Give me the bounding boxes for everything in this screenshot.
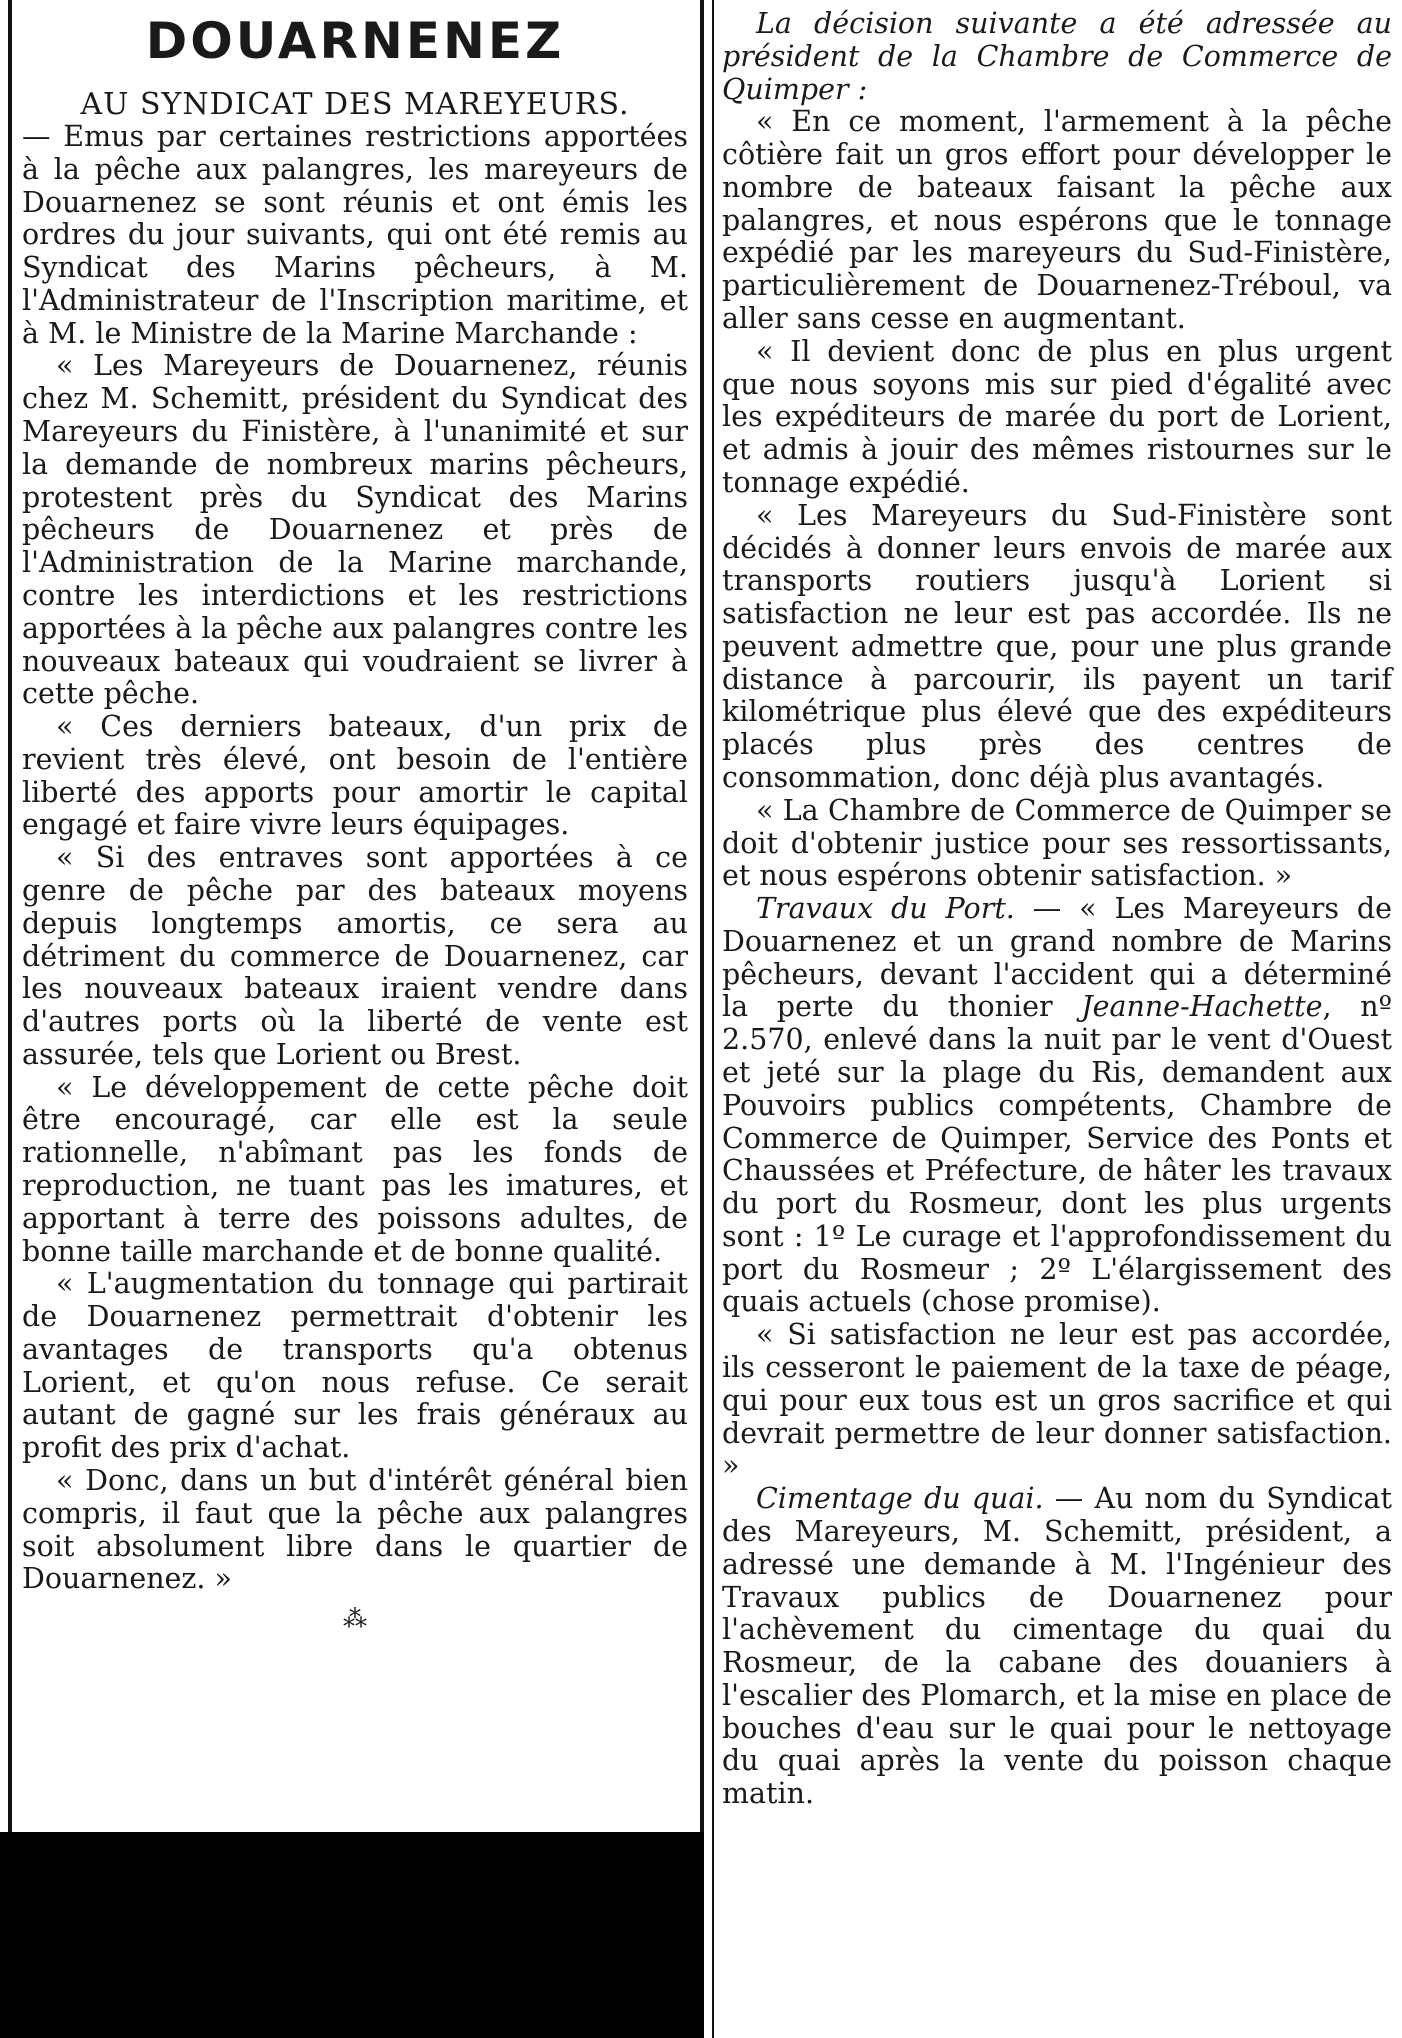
quay-heading: Cimentage du quai. <box>756 1482 1044 1516</box>
masthead: DOUARNENEZ <box>145 12 565 70</box>
article-paragraph: « Ces derniers bateaux, d'un prix de revient très élevé, ont besoin de l'entière liberté des apports pour amortir le capital engagé et faire vivre leurs équipages. <box>22 710 688 842</box>
quay-paragraph <box>722 1483 1392 1811</box>
boat-name: Jeanne-Hachette <box>1081 990 1323 1024</box>
article-paragraph: — Emus par certaines restrictions apportées à la pêche aux palangres, les mareyeurs de Douarnenez se sont réunis et ont émis les ordres du jour suivants, qui ont été remis au Syndicat des Marins pêcheurs, à M. l'Administrateur de l'Inscription maritime, et à M. le Ministre de la Marine Marchande : <box>22 120 688 350</box>
port-works-heading: Travaux du Port. <box>756 892 1015 926</box>
redacted-black-area <box>0 1832 704 2038</box>
left-column <box>22 0 688 1632</box>
article-paragraph: « Si satisfaction ne leur est pas accordée, ils cesseront le paiement de la taxe de péage, qui pour eux tous est un gros sacrifice et qui devrait permettre de leur donner satisfaction. » <box>722 1318 1392 1483</box>
column-divider-secondary <box>712 0 714 2038</box>
right-column <box>722 0 1392 1811</box>
section-separator: ⁂ <box>343 1605 367 1634</box>
column-divider <box>700 0 704 2038</box>
article-paragraph: « L'augmentation du tonnage qui partirait de Douarnenez permettrait d'obtenir les avantages de transports qu'a obtenus Lorient, et qu'on nous refuse. Ce serait autant de gagné sur les frais généraux au profit des prix d'achat. <box>22 1267 688 1465</box>
article-paragraph: « En ce moment, l'armement à la pêche côtière fait un gros effort pour développer le nombre de bateaux faisant la pêche aux palangres, et nous espérons que le tonnage expédié par les mareyeurs du Sud-Finistère, particulièrement de Douarnenez-Tréboul, va aller sans cesse en augmentant. <box>722 105 1392 336</box>
intro-paragraph: La décision suivante a été adressée au président de la Chambre de Commerce de Quimper : <box>722 7 1392 106</box>
article-paragraph: « Les Mareyeurs de Douarnenez, réunis chez M. Schemitt, président du Syndicat des Mareyeurs du Finistère, à l'unanimité et sur la demande de nombreux marins pêcheurs, protestent près du Syndicat des Marins pêcheurs de Douarnenez et près de l'Administration de la Marine marchande, contre les interdictions et les restrictions apportées à la pêche aux palangres contre les nouveaux bateaux qui voudraient se livrer à cette pêche. <box>22 349 688 711</box>
article-paragraph: « La Chambre de Commerce de Quimper se doit d'obtenir justice pour ses ressortissants, et nous espérons obtenir satisfaction. » <box>722 793 1392 893</box>
port-works-paragraph <box>722 893 1392 1319</box>
article-paragraph: « Il devient donc de plus en plus urgent que nous soyons mis sur pied d'égalité avec les expéditeurs de marée du port de Lorient, et admis à jouir des mêmes ristournes sur le tonnage expédié. <box>722 334 1392 499</box>
article-paragraph: « Donc, dans un but d'intérêt général bien compris, il faut que la pêche aux palangres soit absolument libre dans le quartier de Douarnenez. » <box>22 1464 688 1596</box>
quay-text: — Au nom du Syndicat des Mareyeurs, M. Schemitt, président, a adressé une demande à M. l'Ingénieur des Travaux publics de Douarnenez pour l'achèvement du cimentage du quai du Rosmeur, de la cabane des douaniers à l'escalier des Plomarch, et la mise en place de bouches d'eau sur le quai pour le nettoyage du quai après la vente du poisson chaque matin. <box>722 1482 1392 1811</box>
port-works-text-cont: , nº 2.570, enlevé dans la nuit par le vent d'Ouest et jeté sur la plage du Ris, demandent aux Pouvoirs publics compétents, Chambre de Commerce de Quimper, Service des Ponts et Chaussées et Préfecture, de hâter les travaux du port du Rosmeur, dont les plus urgents sont : 1º Le curage et l'approfondissement du port du Rosmeur ; 2º L'élargissement des quais actuels (chose promise). <box>722 990 1392 1319</box>
port-works-text: — « Les Mareyeurs de Douarnenez et un grand nombre de Marins pêcheurs, devant l'accident qui a déterminé la perte du thonier <box>722 892 1392 1024</box>
section-kicker: AU SYNDICAT DES MAREYEURS. <box>80 87 630 122</box>
article-paragraph: « Les Mareyeurs du Sud-Finistère sont décidés à donner leurs envois de marée aux transports routiers jusqu'à Lorient si satisfaction ne leur est pas accordée. Ils ne peuvent admettre que, pour une plus grande distance à parcourir, ils payent un tarif kilométrique plus élevé que des expéditeurs placés plus près des centres de consommation, donc déjà plus avantagés. <box>722 498 1392 794</box>
article-paragraph: « Le développement de cette pêche doit être encouragé, car elle est la seule rationnelle, n'abîmant pas les fonds de reproduction, ne tuant pas les imatures, et apportant à terre des poissons adultes, de bonne taille marchande et de bonne qualité. <box>22 1070 688 1268</box>
left-border-rule <box>8 0 12 1832</box>
article-paragraph: « Si des entraves sont apportées à ce genre de pêche par des bateaux moyens depuis longtemps amortis, ce sera au détriment du commerce de Douarnenez, car les nouveaux bateaux iraient vendre dans d'autres ports où la liberté de vente est assurée, tels que Lorient ou Brest. <box>22 841 688 1071</box>
